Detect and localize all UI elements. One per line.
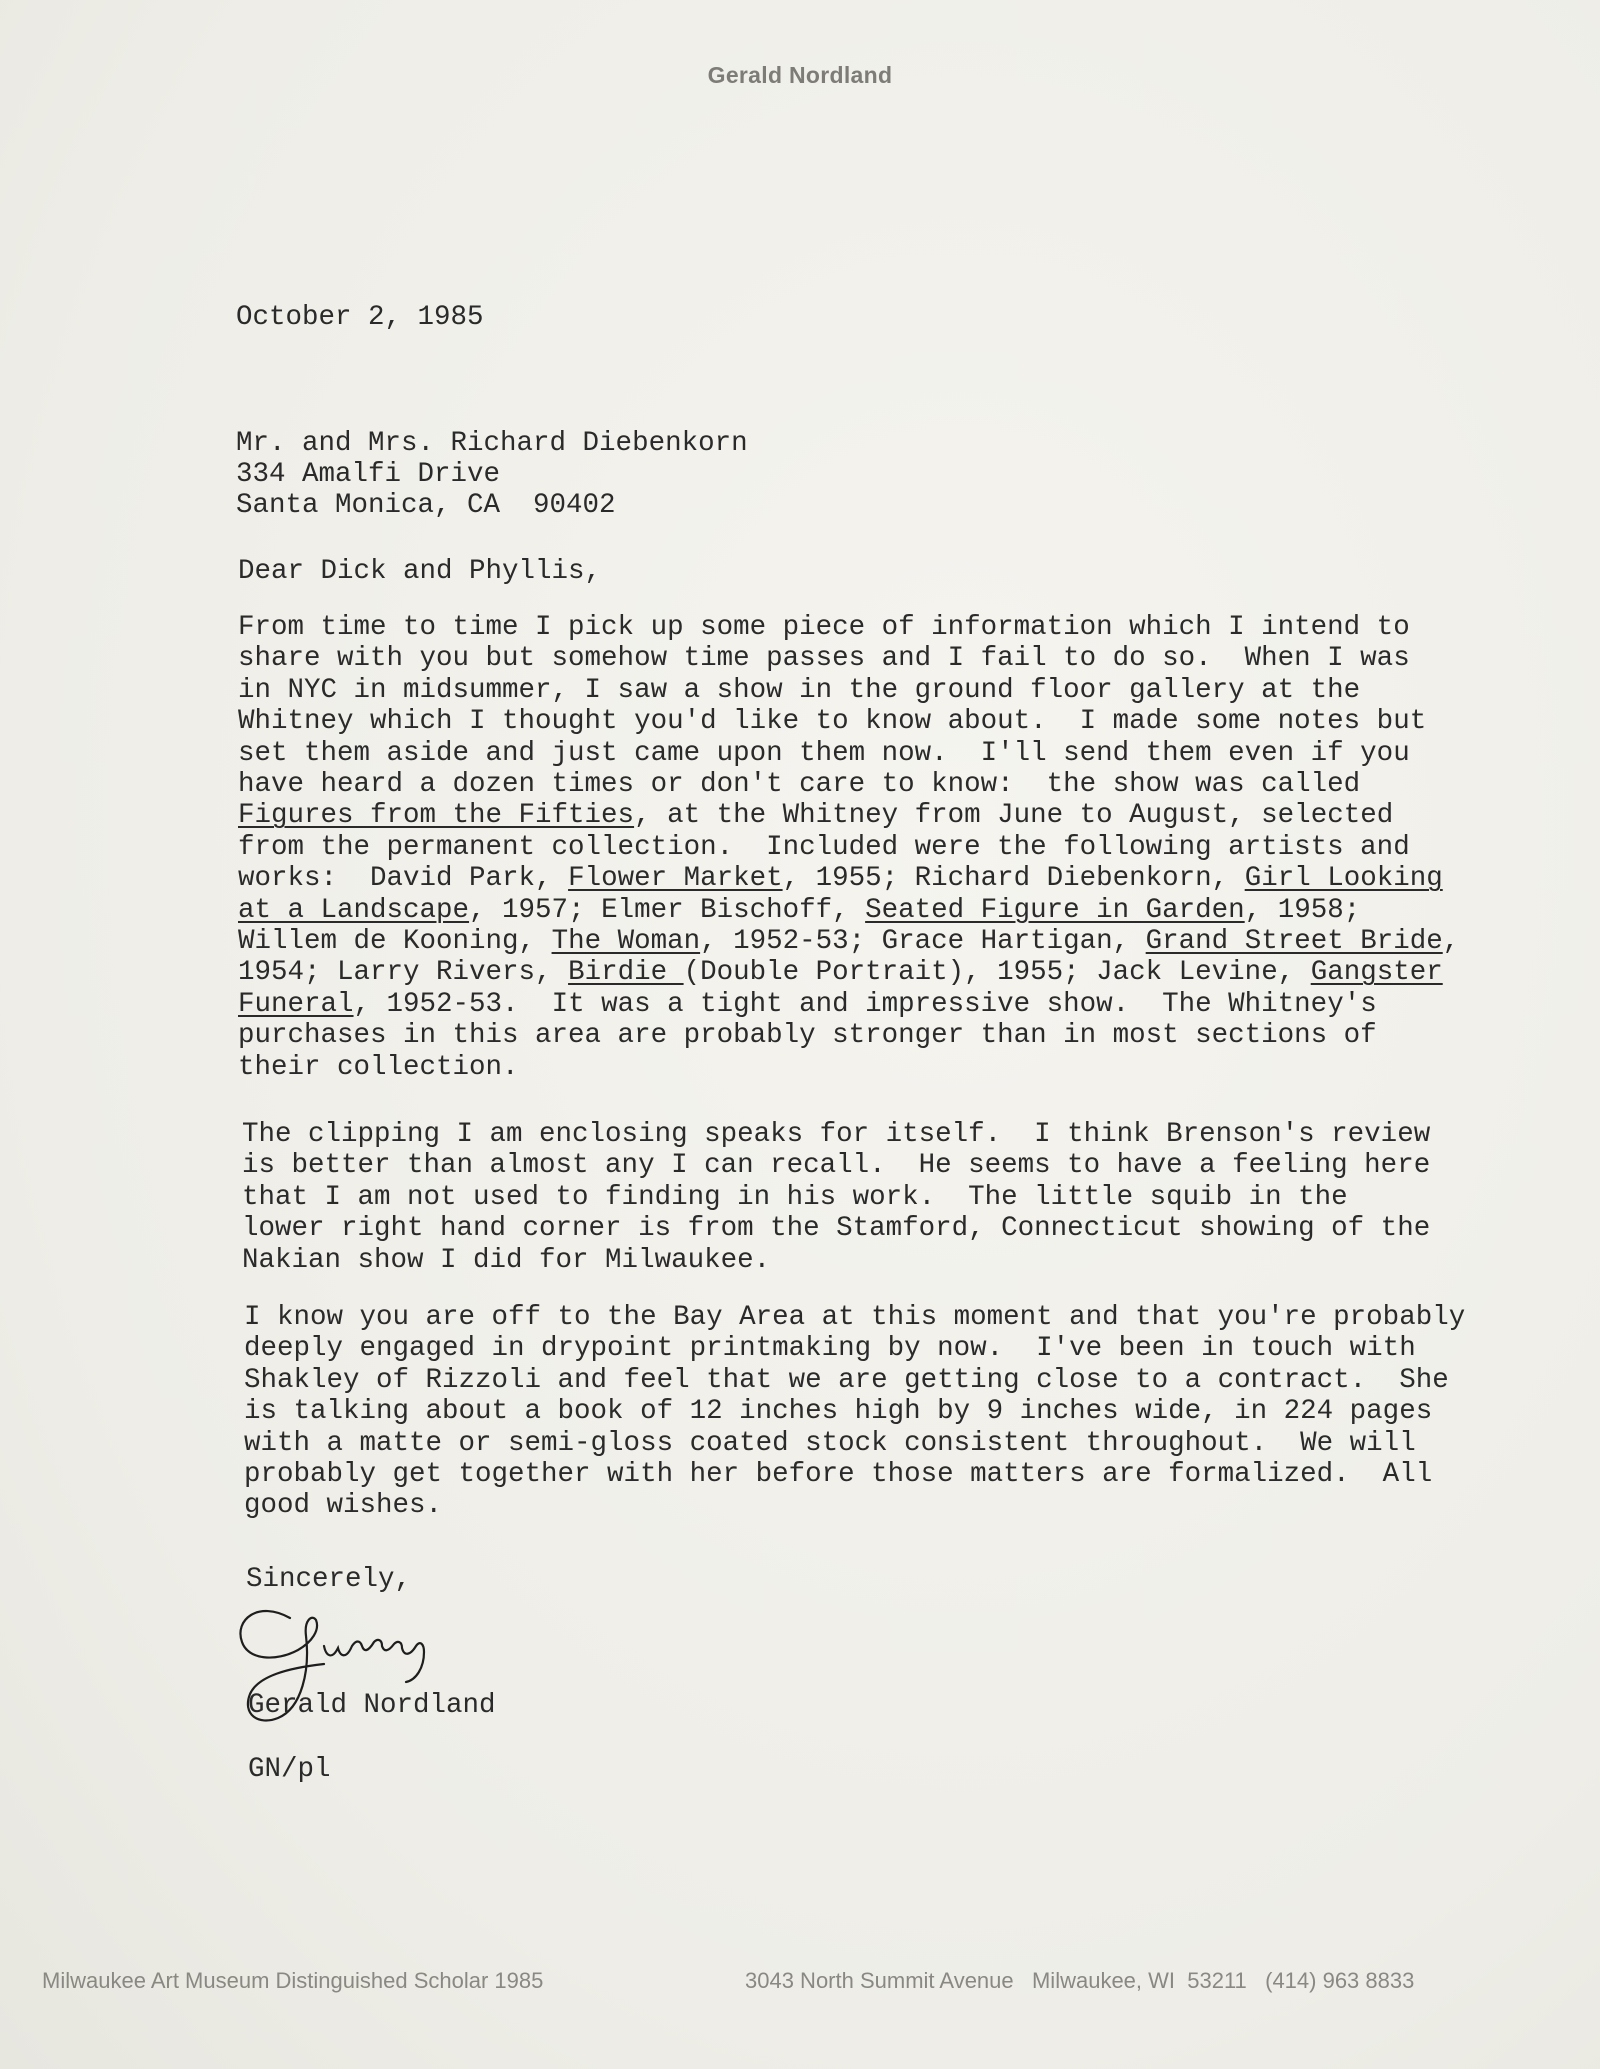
text-run: from the permanent collection. Included were the following artists and <box>238 831 1410 863</box>
paragraph-line <box>238 769 1459 800</box>
paragraph-line: is better than almost any I can recall. He seems to have a feeling here <box>242 1150 1431 1182</box>
paragraph-line <box>238 612 1459 643</box>
underlined-title: Gangster <box>1310 957 1443 989</box>
text-run: 1954; Larry Rivers, <box>238 957 569 989</box>
underlined-title: Birdie <box>568 957 684 989</box>
paragraph-line <box>238 863 1459 894</box>
footer-address: 3043 North Summit Avenue Milwaukee, WI 53211 (414) 963 8833 <box>745 1968 1415 1993</box>
paragraph-line <box>238 957 1459 988</box>
text-run: , 1957; Elmer Bischoff, <box>469 894 866 926</box>
recipient-address <box>236 428 748 521</box>
paragraph-line: I know you are off to the Bay Area at this moment and that you're probably <box>244 1302 1466 1333</box>
underlined-title: The Woman <box>551 926 701 958</box>
signer-name: Gerald Nordland <box>248 1690 496 1721</box>
paragraph-line <box>238 1052 1459 1083</box>
text-run: have heard a dozen times or don't care to know: the show was called <box>238 769 1361 801</box>
text-run: , 1952-53. It was a tight and impressive show. The Whitney's <box>353 988 1377 1020</box>
text-run: , <box>1442 926 1460 958</box>
closing: Sincerely, <box>246 1564 412 1595</box>
paragraph-line: good wishes. <box>244 1490 443 1522</box>
paragraph-line: The clipping I am enclosing speaks for itself. I think Brenson's review <box>242 1119 1431 1150</box>
typist-initials: GN/pl <box>248 1754 331 1785</box>
paragraph-line: is talking about a book of 12 inches high by 9 inches wide, in 224 pages <box>244 1396 1433 1428</box>
text-run: (Double Portrait), 1955; Jack Levine, <box>683 957 1311 989</box>
paragraph-line <box>238 643 1459 674</box>
text-run: in NYC in midsummer, I saw a show in the ground floor gallery at the <box>238 674 1361 706</box>
paragraph-line: with a matte or semi-gloss coated stock consistent throughout. We will <box>244 1427 1416 1459</box>
text-run: share with you but somehow time passes and I fail to do so. When I was <box>238 643 1410 675</box>
underlined-title: Funeral <box>238 988 354 1020</box>
body-paragraph-3 <box>244 1302 1465 1522</box>
salutation: Dear Dick and Phyllis, <box>238 556 602 587</box>
paragraph-line <box>238 926 1459 957</box>
paragraph-line: Shakley of Rizzoli and feel that we are getting close to a contract. She <box>244 1364 1449 1396</box>
text-run: From time to time I pick up some piece of information which I intend to <box>238 612 1410 643</box>
paragraph-line: probably get together with her before those matters are formalized. All <box>244 1459 1433 1491</box>
letter-date: October 2, 1985 <box>236 302 484 333</box>
underlined-title: at a Landscape <box>238 894 470 926</box>
address-line: 334 Amalfi Drive <box>236 459 501 490</box>
address-line: Santa Monica, CA 90402 <box>236 490 616 521</box>
text-run: works: David Park, <box>238 863 569 895</box>
paragraph-line: that I am not used to finding in his work. The little squib in the <box>242 1181 1348 1213</box>
underlined-title: Flower Market <box>568 863 783 895</box>
text-run: Whitney which I thought you'd like to know about. I made some notes but <box>238 706 1427 738</box>
paragraph-line <box>238 989 1459 1020</box>
paragraph-line <box>238 895 1459 926</box>
body-paragraph-1 <box>238 612 1459 1083</box>
body-paragraph-2 <box>242 1119 1430 1276</box>
paragraph-line: lower right hand corner is from the Stamford, Connecticut showing of the <box>242 1213 1431 1245</box>
text-run: purchases in this area are probably stronger than in most sections of <box>238 1020 1377 1052</box>
paragraph-line <box>238 832 1459 863</box>
text-run: set them aside and just came upon them now. I'll send them even if you <box>238 737 1410 769</box>
paragraph-line <box>238 1020 1459 1051</box>
underlined-title: Seated Figure in Garden <box>865 894 1245 926</box>
text-run: Willem de Kooning, <box>238 926 552 958</box>
letterhead-name: Gerald Nordland <box>707 62 893 88</box>
address-line: Mr. and Mrs. Richard Diebenkorn <box>236 428 748 459</box>
paragraph-line: Nakian show I did for Milwaukee. <box>242 1244 771 1276</box>
footer-title: Milwaukee Art Museum Distinguished Scholar 1985 <box>42 1968 544 1993</box>
paragraph-line <box>238 675 1459 706</box>
text-run: , 1955; Richard Diebenkorn, <box>782 863 1245 895</box>
underlined-title: Grand Street Bride <box>1145 926 1443 958</box>
paragraph-line <box>238 800 1459 831</box>
underlined-title: Figures from the Fifties <box>238 800 635 832</box>
underlined-title: Girl Looking <box>1244 863 1443 895</box>
text-run: , 1958; <box>1244 894 1361 926</box>
paragraph-line <box>238 706 1459 737</box>
text-run: their collection. <box>238 1051 519 1083</box>
text-run: , at the Whitney from June to August, selected <box>634 800 1394 832</box>
paragraph-line: deeply engaged in drypoint printmaking by now. I've been in touch with <box>244 1333 1416 1365</box>
text-run: , 1952-53; Grace Hartigan, <box>700 926 1146 958</box>
paragraph-line <box>238 738 1459 769</box>
